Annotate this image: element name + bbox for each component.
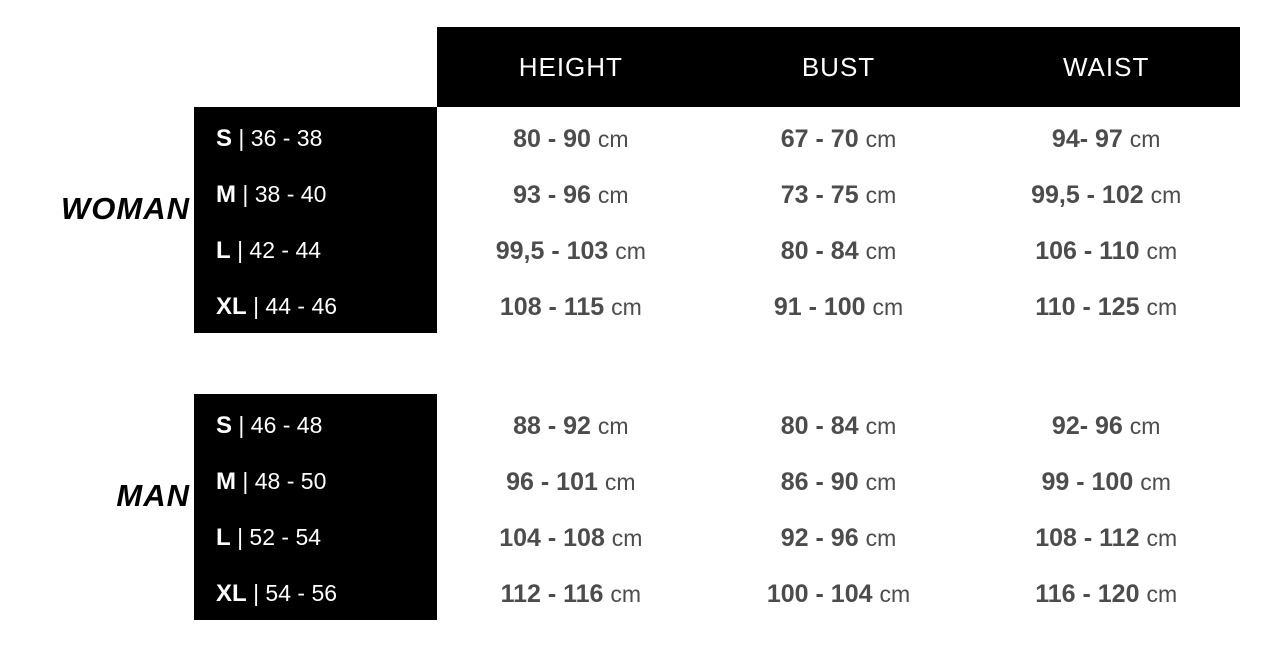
bust-value (705, 293, 973, 322)
group-label-man: MAN (116, 478, 190, 513)
height-value (437, 468, 705, 497)
bust-value (705, 237, 973, 266)
bust-value (705, 181, 973, 210)
column-header-waist: WAIST (1062, 51, 1150, 82)
height-value (437, 181, 705, 210)
unit-label: cm (611, 293, 642, 320)
eu-size-label: | 42 - 44 (237, 237, 322, 264)
unit-label: cm (1146, 524, 1178, 551)
height-number: 88 - 92 (513, 411, 591, 440)
unit-label: cm (865, 412, 897, 439)
size-label: S (216, 412, 233, 440)
height-value (437, 524, 705, 553)
unit-label: cm (865, 237, 897, 264)
waist-number: 94- 97 (1051, 124, 1123, 153)
unit-label: cm (615, 237, 646, 264)
unit-label: cm (597, 181, 629, 208)
waist-value (972, 181, 1240, 210)
bust-number: 80 - 84 (780, 411, 859, 440)
table-row (194, 279, 1240, 336)
unit-label: cm (1129, 412, 1161, 439)
height-number: 99,5 - 103 (495, 236, 609, 265)
group-label-woman: WOMAN (61, 191, 190, 226)
eu-size-label: | 52 - 54 (237, 524, 322, 551)
unit-label: cm (1140, 468, 1171, 495)
size-cell (194, 412, 437, 440)
eu-size-label: | 48 - 50 (242, 468, 327, 495)
unit-label: cm (1150, 181, 1182, 208)
size-label: M (216, 468, 236, 496)
waist-number: 99 - 100 (1041, 467, 1134, 496)
size-cell (194, 580, 437, 608)
height-number: 96 - 101 (506, 467, 598, 496)
waist-number: 108 - 112 (1035, 523, 1140, 552)
eu-size-label: | 46 - 48 (238, 412, 323, 439)
table-row (194, 167, 1240, 224)
height-value (437, 125, 705, 154)
waist-value (972, 524, 1240, 553)
size-label: S (216, 125, 233, 153)
bust-number: 92 - 96 (780, 523, 859, 552)
waist-value (972, 580, 1240, 609)
unit-label: cm (865, 468, 897, 495)
waist-value (972, 468, 1240, 497)
table-row (194, 111, 1240, 168)
table-row (194, 510, 1240, 567)
bust-number: 86 - 90 (780, 467, 859, 496)
size-label: M (216, 181, 236, 209)
height-value (437, 580, 705, 609)
unit-label: cm (1146, 580, 1178, 607)
waist-number: 106 - 110 (1035, 236, 1140, 265)
size-label: L (216, 237, 231, 265)
unit-label: cm (597, 412, 629, 439)
bust-number: 91 - 100 (773, 292, 866, 321)
size-cell (194, 468, 437, 496)
unit-label: cm (1146, 293, 1178, 320)
unit-label: cm (610, 580, 642, 607)
waist-number: 110 - 125 (1035, 292, 1140, 321)
unit-label: cm (879, 580, 911, 607)
waist-value (972, 293, 1240, 322)
height-number: 112 - 116 (500, 579, 604, 608)
table-header-row (437, 27, 1240, 107)
bust-number: 67 - 70 (780, 124, 859, 153)
table-row (194, 454, 1240, 511)
size-cell (194, 125, 437, 153)
waist-value (972, 412, 1240, 441)
size-cell (194, 293, 437, 321)
bust-value (705, 125, 973, 154)
unit-label: cm (872, 293, 904, 320)
bust-value (705, 468, 973, 497)
bust-value (705, 580, 973, 609)
unit-label: cm (1146, 237, 1178, 264)
size-cell (194, 237, 437, 265)
bust-number: 100 - 104 (766, 579, 873, 608)
waist-value (972, 125, 1240, 154)
eu-size-label: | 54 - 56 (253, 580, 338, 607)
height-value (437, 293, 705, 322)
height-value (437, 412, 705, 441)
height-number: 93 - 96 (513, 180, 591, 209)
waist-value (972, 237, 1240, 266)
bust-value (705, 412, 973, 441)
height-value (437, 237, 705, 266)
height-number: 108 - 115 (499, 292, 605, 321)
table-row (194, 566, 1240, 623)
eu-size-label: | 44 - 46 (253, 293, 338, 320)
height-number: 104 - 108 (499, 523, 605, 552)
unit-label: cm (597, 125, 629, 152)
waist-number: 92- 96 (1051, 411, 1123, 440)
waist-number: 116 - 120 (1035, 579, 1140, 608)
size-label: L (216, 524, 231, 552)
eu-size-label: | 38 - 40 (242, 181, 327, 208)
size-label: XL (216, 293, 247, 321)
column-header-height: HEIGHT (518, 51, 623, 82)
unit-label: cm (865, 125, 897, 152)
unit-label: cm (865, 181, 897, 208)
bust-number: 73 - 75 (780, 180, 859, 209)
eu-size-label: | 36 - 38 (238, 125, 323, 152)
size-cell (194, 181, 437, 209)
unit-label: cm (1129, 125, 1161, 152)
bust-value (705, 524, 973, 553)
size-label: XL (216, 580, 247, 608)
table-row (194, 223, 1240, 280)
table-row (194, 398, 1240, 455)
unit-label: cm (604, 468, 636, 495)
column-header-bust: BUST (801, 51, 876, 82)
waist-number: 99,5 - 102 (1031, 180, 1144, 209)
size-cell (194, 524, 437, 552)
bust-number: 80 - 84 (780, 236, 859, 265)
height-number: 80 - 90 (513, 124, 591, 153)
unit-label: cm (865, 524, 897, 551)
unit-label: cm (611, 524, 643, 551)
